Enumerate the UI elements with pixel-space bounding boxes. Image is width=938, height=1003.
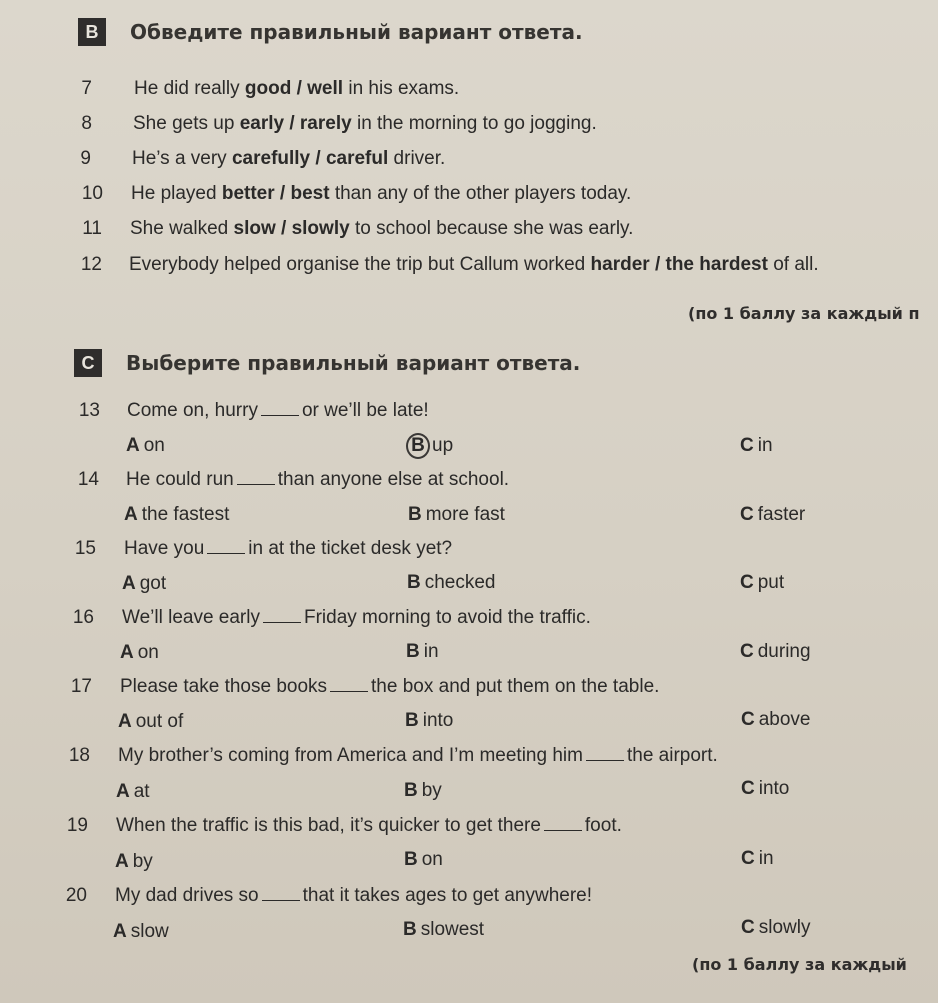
option-b[interactable]: B into xyxy=(405,710,454,731)
answer-options[interactable]: slow / slowly xyxy=(233,218,350,239)
question-number: 8 xyxy=(81,113,92,134)
section-c-header xyxy=(74,349,580,377)
section-c-instruction: Выберите правильный вариант ответа. xyxy=(126,351,581,375)
question-number: 10 xyxy=(81,183,103,204)
question-16 xyxy=(0,607,938,637)
question-13 xyxy=(0,400,938,430)
question-number: 18 xyxy=(68,745,90,766)
answer-options[interactable]: early / rarely xyxy=(239,113,352,134)
question-text: Please take those books the box and put them on the table. xyxy=(120,676,660,697)
option-b[interactable]: B on xyxy=(404,849,443,870)
answer-blank xyxy=(544,816,582,831)
option-a[interactable]: A by xyxy=(115,851,153,872)
question-18 xyxy=(0,745,938,775)
option-a[interactable]: A at xyxy=(116,781,150,802)
question-11 xyxy=(0,218,938,248)
option-a[interactable]: A got xyxy=(122,573,167,594)
option-c[interactable]: C into xyxy=(741,778,790,799)
option-a[interactable]: A on xyxy=(120,642,159,663)
answer-options[interactable]: carefully / careful xyxy=(231,148,389,169)
section-b-badge: B xyxy=(78,18,106,46)
section-b-header xyxy=(78,18,583,46)
question-text: Everybody helped organise the trip but Callum worked harder / the hardest of all. xyxy=(129,254,819,275)
answer-blank xyxy=(262,886,300,901)
option-b[interactable]: B checked xyxy=(407,572,496,593)
question-number: 19 xyxy=(66,815,88,836)
option-c[interactable]: C during xyxy=(740,641,811,662)
question-19 xyxy=(0,815,938,845)
question-number: 15 xyxy=(74,538,96,559)
question-text: She walked slow / slowly to school because she was early. xyxy=(130,218,634,239)
option-c[interactable]: C in xyxy=(741,848,774,869)
option-a[interactable]: A on xyxy=(126,435,165,456)
answer-options[interactable]: good / well xyxy=(244,78,344,99)
answer-blank xyxy=(263,608,301,623)
option-b[interactable]: B slowest xyxy=(403,919,485,940)
option-c[interactable]: C faster xyxy=(740,504,806,525)
answer-options[interactable]: better / best xyxy=(221,183,330,204)
option-b[interactable]: B more fast xyxy=(408,504,505,525)
question-number: 20 xyxy=(65,885,87,906)
option-c[interactable]: C in xyxy=(740,435,773,456)
option-b-circled[interactable]: B up xyxy=(406,433,453,459)
question-10 xyxy=(0,183,938,213)
question-number: 16 xyxy=(72,607,94,628)
question-7 xyxy=(0,78,938,108)
question-number: 12 xyxy=(80,254,102,275)
question-text: We’ll leave early Friday morning to avoid the traffic. xyxy=(122,607,591,628)
question-text: She gets up early / rarely in the morning to go jogging. xyxy=(133,113,597,134)
option-a[interactable]: A the fastest xyxy=(124,504,230,525)
option-c[interactable]: C put xyxy=(740,572,785,593)
question-12 xyxy=(0,254,938,284)
question-number: 13 xyxy=(78,400,100,421)
answer-blank xyxy=(237,470,275,485)
option-c[interactable]: C above xyxy=(741,709,811,730)
question-text: My brother’s coming from America and I’m meeting him the airport. xyxy=(118,745,718,766)
answer-blank xyxy=(261,401,299,416)
question-number: 9 xyxy=(80,148,91,169)
section-c-points: (по 1 баллу за каждый xyxy=(692,955,907,974)
option-b[interactable]: B by xyxy=(404,780,442,801)
question-text: Have you in at the ticket desk yet? xyxy=(124,538,453,559)
question-9 xyxy=(0,148,938,178)
option-a[interactable]: A out of xyxy=(118,711,184,732)
question-17 xyxy=(0,676,938,706)
question-8 xyxy=(0,113,938,143)
question-text: He played better / best than any of the other players today. xyxy=(131,183,632,204)
question-text: He could run than anyone else at school. xyxy=(126,469,510,490)
option-b[interactable]: B in xyxy=(406,641,439,662)
question-number: 17 xyxy=(70,676,92,697)
section-c-badge: C xyxy=(74,349,102,377)
question-text: My dad drives so that it takes ages to get anywhere! xyxy=(115,885,593,906)
answer-options[interactable]: harder / the hardest xyxy=(590,254,768,275)
answer-blank xyxy=(586,746,624,761)
question-text: He’s a very carefully / careful driver. xyxy=(132,148,446,169)
question-15 xyxy=(0,538,938,568)
option-c[interactable]: C slowly xyxy=(741,917,811,938)
section-b-points: (по 1 баллу за каждый п xyxy=(688,304,920,323)
question-20 xyxy=(0,885,938,915)
question-text: When the traffic is this bad, it’s quicker to get there foot. xyxy=(116,815,622,836)
answer-blank xyxy=(330,677,368,692)
question-number: 14 xyxy=(77,469,99,490)
answer-blank xyxy=(207,539,245,554)
question-text: Come on, hurry or we’ll be late! xyxy=(127,400,429,421)
option-a[interactable]: A slow xyxy=(113,921,169,942)
question-number: 7 xyxy=(81,78,92,99)
question-text: He did really good / well in his exams. xyxy=(134,78,460,99)
question-14 xyxy=(0,469,938,499)
section-b-instruction: Обведите правильный вариант ответа. xyxy=(130,20,583,44)
question-number: 11 xyxy=(82,218,102,239)
